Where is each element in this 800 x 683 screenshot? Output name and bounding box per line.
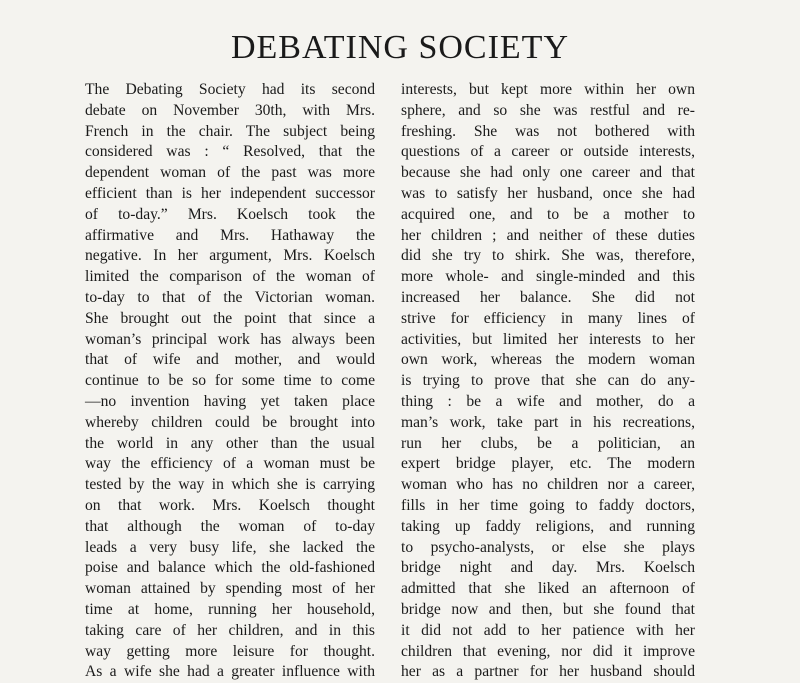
text-line: her children ; and neither of these duties [401, 226, 695, 244]
text-line: interests, but kept more within her own [401, 81, 695, 98]
text-line: sphere, and so she was restful and re- [401, 101, 695, 119]
text-line: expert bridge player, etc. The modern [401, 455, 695, 473]
text-line: activities, but limited her interests to her [401, 330, 695, 348]
text-line: of to-day.” Mrs. Koelsch took the [85, 205, 375, 223]
text-line: negative. In her argument, Mrs. Koelsch [85, 247, 375, 265]
text-line: considered was : “ Resolved, that the [85, 143, 375, 161]
text-line: tested by the way in which she is carrying [85, 476, 375, 494]
text-line: She brought out the point that since a [85, 309, 375, 327]
text-line: more whole- and single-minded and this [401, 268, 695, 286]
text-line: —no invention having yet taken place [85, 392, 375, 410]
text-line: debate on November 30th, with Mrs. [85, 101, 375, 119]
text-line: woman’s principal work has always been [85, 330, 375, 348]
text-line: to psycho-analysts, or else she plays [401, 538, 695, 556]
text-line: thing : be a wife and mother, do a [401, 392, 695, 410]
text-line: the world in any other than the usual [85, 434, 375, 452]
text-line: French in the chair. The subject being [85, 122, 375, 140]
text-line: was to satisfy her husband, once she had [401, 184, 695, 202]
text-line: affirmative and Mrs. Hathaway the [85, 226, 375, 244]
text-line: woman attained by spending most of her [85, 580, 375, 598]
right-column [401, 80, 695, 683]
text-line: poise and balance which the old-fashioned [85, 559, 375, 577]
text-line: As a wife she had a greater influence with [85, 663, 375, 681]
text-line: woman who has no children nor a career, [401, 476, 695, 494]
text-line: taking up faddy religions, and running [401, 517, 695, 535]
text-line: did she try to shirk. She was, therefore, [401, 247, 695, 265]
text-line: that of wife and mother, and would [85, 351, 375, 369]
text-line: dependent woman of the past was more [85, 164, 375, 182]
text-line: way getting more leisure for thought. [85, 642, 375, 660]
text-line: fills in her time going to faddy doctors, [401, 496, 695, 514]
text-line: is trying to prove that she can do any- [401, 372, 695, 390]
text-line: continue to be so for some time to come [85, 372, 375, 390]
text-line: freshing. She was not bothered with [401, 122, 695, 140]
text-line: run her clubs, be a politician, an [401, 434, 695, 452]
left-column [85, 80, 375, 683]
text-line: strive for efficiency in many lines of [401, 309, 695, 327]
text-line: way the efficiency of a woman must be [85, 455, 375, 473]
text-line: taking care of her children, and in this [85, 621, 375, 639]
text-line: because she had only one career and that [401, 164, 695, 182]
text-line: it did not add to her patience with her [401, 621, 695, 639]
text-line: whereby children could be brought into [85, 413, 375, 431]
text-line: time at home, running her household, [85, 600, 375, 618]
text-line: admitted that she liked an afternoon of [401, 580, 695, 598]
text-line: to-day to that of the Victorian woman. [85, 288, 375, 306]
text-line: on that work. Mrs. Koelsch thought [85, 496, 375, 514]
text-line: children that evening, nor did it improve [401, 642, 695, 660]
text-line: that although the woman of to-day [85, 517, 375, 535]
text-line: own work, whereas the modern woman [401, 351, 695, 369]
article-title: DEBATING SOCIETY [230, 29, 570, 66]
text-line: her as a partner for her husband should [401, 663, 695, 681]
text-line: The Debating Society had its second [85, 81, 375, 98]
text-line: limited the comparison of the woman of [85, 268, 375, 286]
text-line: acquired one, and to be a mother to [401, 205, 695, 223]
text-line: bridge now and then, but she found that [401, 600, 695, 618]
text-line: man’s work, take part in his recreations, [401, 413, 695, 431]
text-line: questions of a career or outside interests, [401, 143, 695, 161]
text-line: leads a very busy life, she lacked the [85, 538, 375, 556]
text-line: increased her balance. She did not [401, 288, 695, 306]
text-line: bridge night and day. Mrs. Koelsch [401, 559, 695, 577]
text-line: efficient than is her independent successor [85, 184, 375, 202]
